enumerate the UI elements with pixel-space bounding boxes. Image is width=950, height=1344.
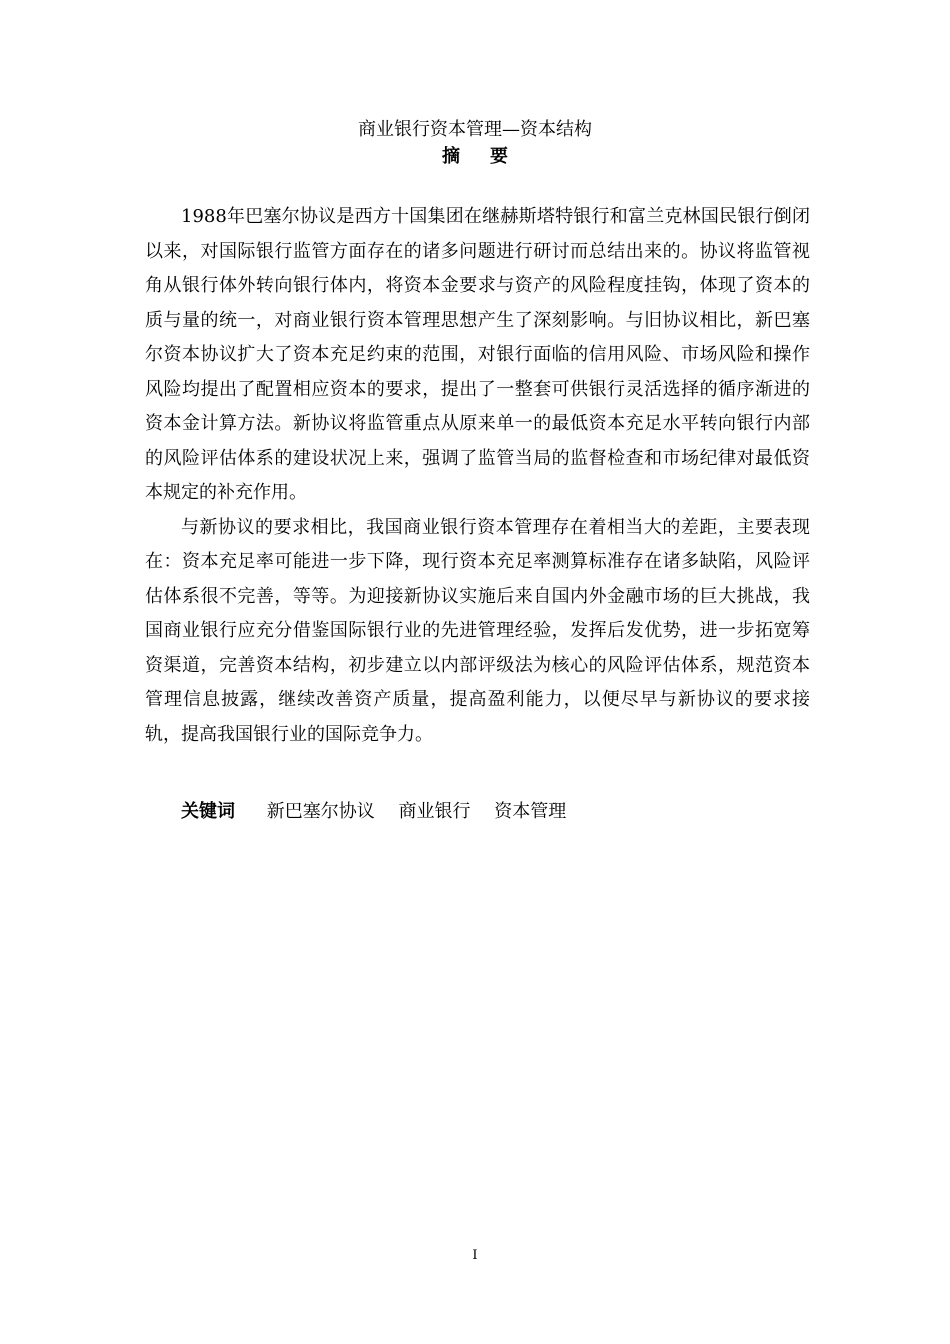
keywords-label: 关键词 [181,801,235,822]
abstract-heading: 摘要 [442,146,538,167]
document-title: 商业银行资本管理—资本结构 [358,119,592,140]
keyword-item: 商业银行 [398,801,471,822]
keywords-line [181,798,584,826]
abstract-body [145,200,810,752]
page-number: I [472,1248,478,1263]
abstract-paragraph: 与新协议的要求相比，我国商业银行资本管理存在着相当大的差距，主要表现在：资本充足率可能进一步下降，现行资本充足率测算标准存在诸多缺陷，风险评估体系很不完善，等等。为迎接新协议实施后来自国内外金融市场的巨大挑战，我国商业银行应充分借鉴国际银行业的先进管理经验，发挥后发优势，进一步拓宽筹资渠道，完善资本结构，初步建立以内部评级法为核心的风险评估体系，规范资本管理信息披露，继续改善资产质量，提高盈利能力，以便尽早与新协议的要求接轨，提高我国银行业的国际竞争力。 [145,516,810,745]
abstract-paragraph: 1988年巴塞尔协议是西方十国集团在继赫斯塔特银行和富兰克林国民银行倒闭以来，对国际银行监管方面存在的诸多问题进行研讨而总结出来的。协议将监管视角从银行体外转向银行体内，将资本金要求与资产的风险程度挂钩，体现了资本的质与量的统一，对商业银行资本管理思想产生了深刻影响。与旧协议相比，新巴塞尔资本协议扩大了资本充足约束的范围，对银行面临的信用风险、市场风险和操作风险均提出了配置相应资本的要求，提出了一整套可供银行灵活选择的循序渐进的资本金计算方法。新协议将监管重点从原来单一的最低资本充足水平转向银行内部的风险评估体系的建设状况上来，强调了监管当局的监督检查和市场纪律对最低资本规定的补充作用。 [145,206,810,503]
keyword-item: 资本管理 [494,801,567,822]
keyword-item: 新巴塞尔协议 [266,801,375,822]
